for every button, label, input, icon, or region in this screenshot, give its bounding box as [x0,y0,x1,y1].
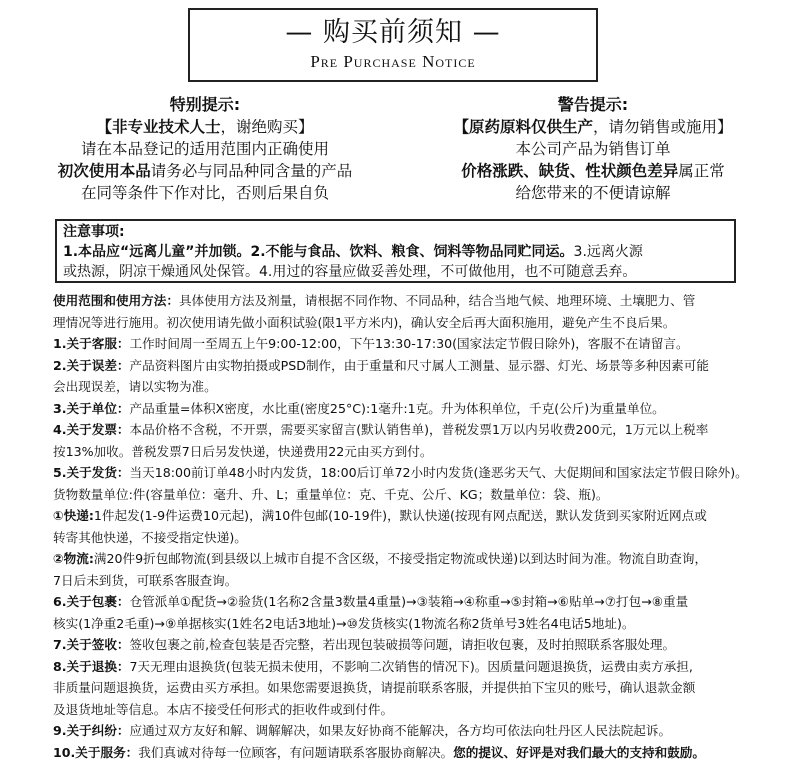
precautions-line-1-rest: 3.远离火源 [573,244,643,260]
special-notice-line-3-rest: 请务必与同品种同含量的产品 [150,162,353,180]
terms-row [53,398,753,420]
warning-notice-line-3-rest: 属正常 [678,162,725,180]
terms-row-text: 本品价格不含税，不开票，需要买家留言(默认销售单)，普税发票1万以内另收费200元，1万元以上税率 [129,422,709,437]
terms-row-text: 及退货地址等信息。本店不接受任何形式的拒收件或到付件。 [53,701,394,717]
special-notice-line-4: 在同等条件下作对比，否则后果自负 [80,184,329,202]
terms-row-label: 9.关于纠纷： [53,723,130,738]
terms-row-bold-tail: 您的提议、好评是对我们最大的支持和鼓励。 [453,744,705,760]
terms-row-text: 7天无理由退换货(包装无损未使用，不影响二次销售的情况下)。因质量问题退换货，运费由卖方承担, [129,658,693,674]
terms-row-label: 使用范围和使用方法： [53,293,179,308]
terms-row-text: 理情况等进行施用。初次使用请先做小面积试验(限1平方米内)，确认安全后再大面积施用，避免产生不良后果。 [53,314,676,330]
terms-row [53,656,753,678]
terms-row-text: 具体使用方法及剂量，请根据不同作物、不同品种，结合当地气候、地理环境、土壤肥力、管 [178,293,696,308]
warning-notice-line-3 [398,160,788,182]
terms-row [53,441,753,463]
warning-notice-heading: 警告提示: [557,95,629,114]
terms-row-text: 我们真诚对待每一位顾客，有问题请联系客服协商解决。 [138,744,454,760]
terms-row [53,677,753,699]
terms-row-label: 6.关于包裹： [53,594,130,609]
warning-notice-line-3-bold: 价格涨跌、缺货、性状颜色差异 [461,162,679,180]
terms-row-label: 1.关于客服： [53,336,130,351]
terms-row-text: 仓管派单①配货→②验货(1名称2含量3数量4重量)→③装箱→④称重→⑤封箱→⑥贴单→⑦打包→⑧重量 [129,594,689,609]
warning-notice-line-1 [398,116,788,138]
special-notice-line-3-bold: 初次使用本品 [57,162,151,180]
terms-row [53,333,753,355]
terms-row-text: 签收包裹之前,检查包装是否完整，若出现包装破损等问题，请拒收包裹，及时拍照联系客服处理。 [129,637,676,652]
terms-row-text: 1件起发(1-9件运费10元起)，满10件包邮(10-19件)，默认快递(按现有网点配送，默认发货到买家附近网点或 [93,508,707,523]
terms-row-label: 4.关于发票： [53,422,130,437]
terms-row [53,505,753,527]
warning-notice-section [398,94,788,204]
precautions-box [55,219,736,283]
terms-row [53,312,753,334]
terms-row [53,699,753,721]
precautions-line-1 [63,242,728,262]
special-notice-line-1 [10,116,400,138]
terms-row-text: 应通过双方友好和解、调解解决，如果友好协商不能解决，各方均可依法向牡丹区人民法院起诉。 [129,723,672,738]
terms-row-label: 10.关于服务： [53,744,139,760]
terms-body [53,290,753,761]
terms-row [53,742,753,761]
terms-row [53,290,753,312]
terms-row [53,462,753,484]
terms-row-label: 5.关于发货： [53,465,130,480]
page-subtitle: Pre Purchase Notice [310,52,476,71]
terms-row [53,591,753,613]
terms-row [53,720,753,742]
precautions-line-2: 或热源，阴凉干燥通风处保管。4.用过的容量应做妥善处理，不可做他用，也不可随意丢弃。 [63,264,637,280]
terms-row [53,355,753,377]
terms-row-text: 货物数量单位:件(容量单位：毫升、升、L；重量单位：克、千克、公斤、KG；数量单位：袋、瓶)。 [53,486,609,502]
warning-notice-line-4: 给您带来的不便请谅解 [515,184,671,202]
special-notice-heading: 特别提示: [169,95,241,114]
special-notice-section [10,94,400,204]
warning-notice-line-1-bold: 【原药原料仅供生产 [453,118,593,136]
terms-row-label: 7.关于签收： [53,637,130,652]
terms-row-text: 按13%加收。普税发票7日后另发快递，快递费用22元由买方到付。 [53,443,433,459]
precautions-line-1-bold: 1.本品应“远离儿童”并加锁。2.不能与食品、饮料、粮食、饲料等物品同贮同运。 [63,244,574,260]
terms-row-text: 非质量问题退换货，运费由买方承担。如果您需要退换货，请提前联系客服，并提供拍下宝贝的账号，确认退款金额 [53,680,696,695]
special-notice-line-3 [10,160,400,182]
terms-row-label: 2.关于误差： [53,357,130,373]
terms-row-text: 转寄其他快递，不接受指定快递)。 [53,529,247,545]
page-title: — 购买前须知 — [285,17,501,48]
special-notice-line-2: 请在本品登记的适用范围内正确使用 [80,140,329,158]
terms-row-text: 产品资料图片由实物拍摄或PSD制作，由于重量和尺寸属人工测量、显示器、灯光、场景等多种因素可能 [129,357,709,373]
terms-row-text: 满20件9折包邮物流(到县级以上城市自提不含区级，不接受指定物流或快递)以到达时间为准。物流自助查询， [93,551,708,566]
title-box [188,8,598,82]
special-notice-line-1-rest: ，谢绝购买】 [220,118,314,136]
terms-row-text: 核实(1净重2毛重)→⑨单据核实(1姓名2电话3地址)→⑩发货核实(1物流名称2货单号3姓名4电话5地址)。 [53,615,635,631]
terms-row [53,484,753,506]
terms-row-text: 会出现误差，请以实物为准。 [53,379,217,394]
precautions-title: 注意事项: [63,224,125,240]
terms-row [53,527,753,549]
terms-row [53,634,753,656]
warning-notice-line-1-rest: ，请勿销售或施用】 [593,118,733,136]
terms-row-label: 3.关于单位： [53,400,130,416]
terms-row-label: 8.关于退换： [53,658,130,674]
terms-row-text: 当天18:00前订单48小时内发货，18:00后订单72小时内发货(逢恶劣天气、大促期间和国家法定节假日除外)。 [129,465,748,480]
terms-row [53,419,753,441]
terms-row [53,376,753,398]
terms-row-text: 7日后未到货，可联系客服查询。 [53,572,238,588]
terms-row-label: ①快递: [53,508,94,523]
terms-row [53,613,753,635]
warning-notice-line-2: 本公司产品为销售订单 [515,140,671,158]
special-notice-line-1-bold: 【非专业技术人士 [96,118,221,136]
terms-row [53,570,753,592]
terms-row-text: 工作时间周一至周五上午9:00-12:00，下午13:30-17:30(国家法定节假日除外)，客服不在请留言。 [129,336,689,351]
terms-row [53,548,753,570]
terms-row-label: ②物流: [53,551,94,566]
terms-row-text: 产品重量=体积X密度，水比重(密度25°C):1毫升:1克。升为体积单位，千克(公斤)为重量单位。 [129,400,665,416]
